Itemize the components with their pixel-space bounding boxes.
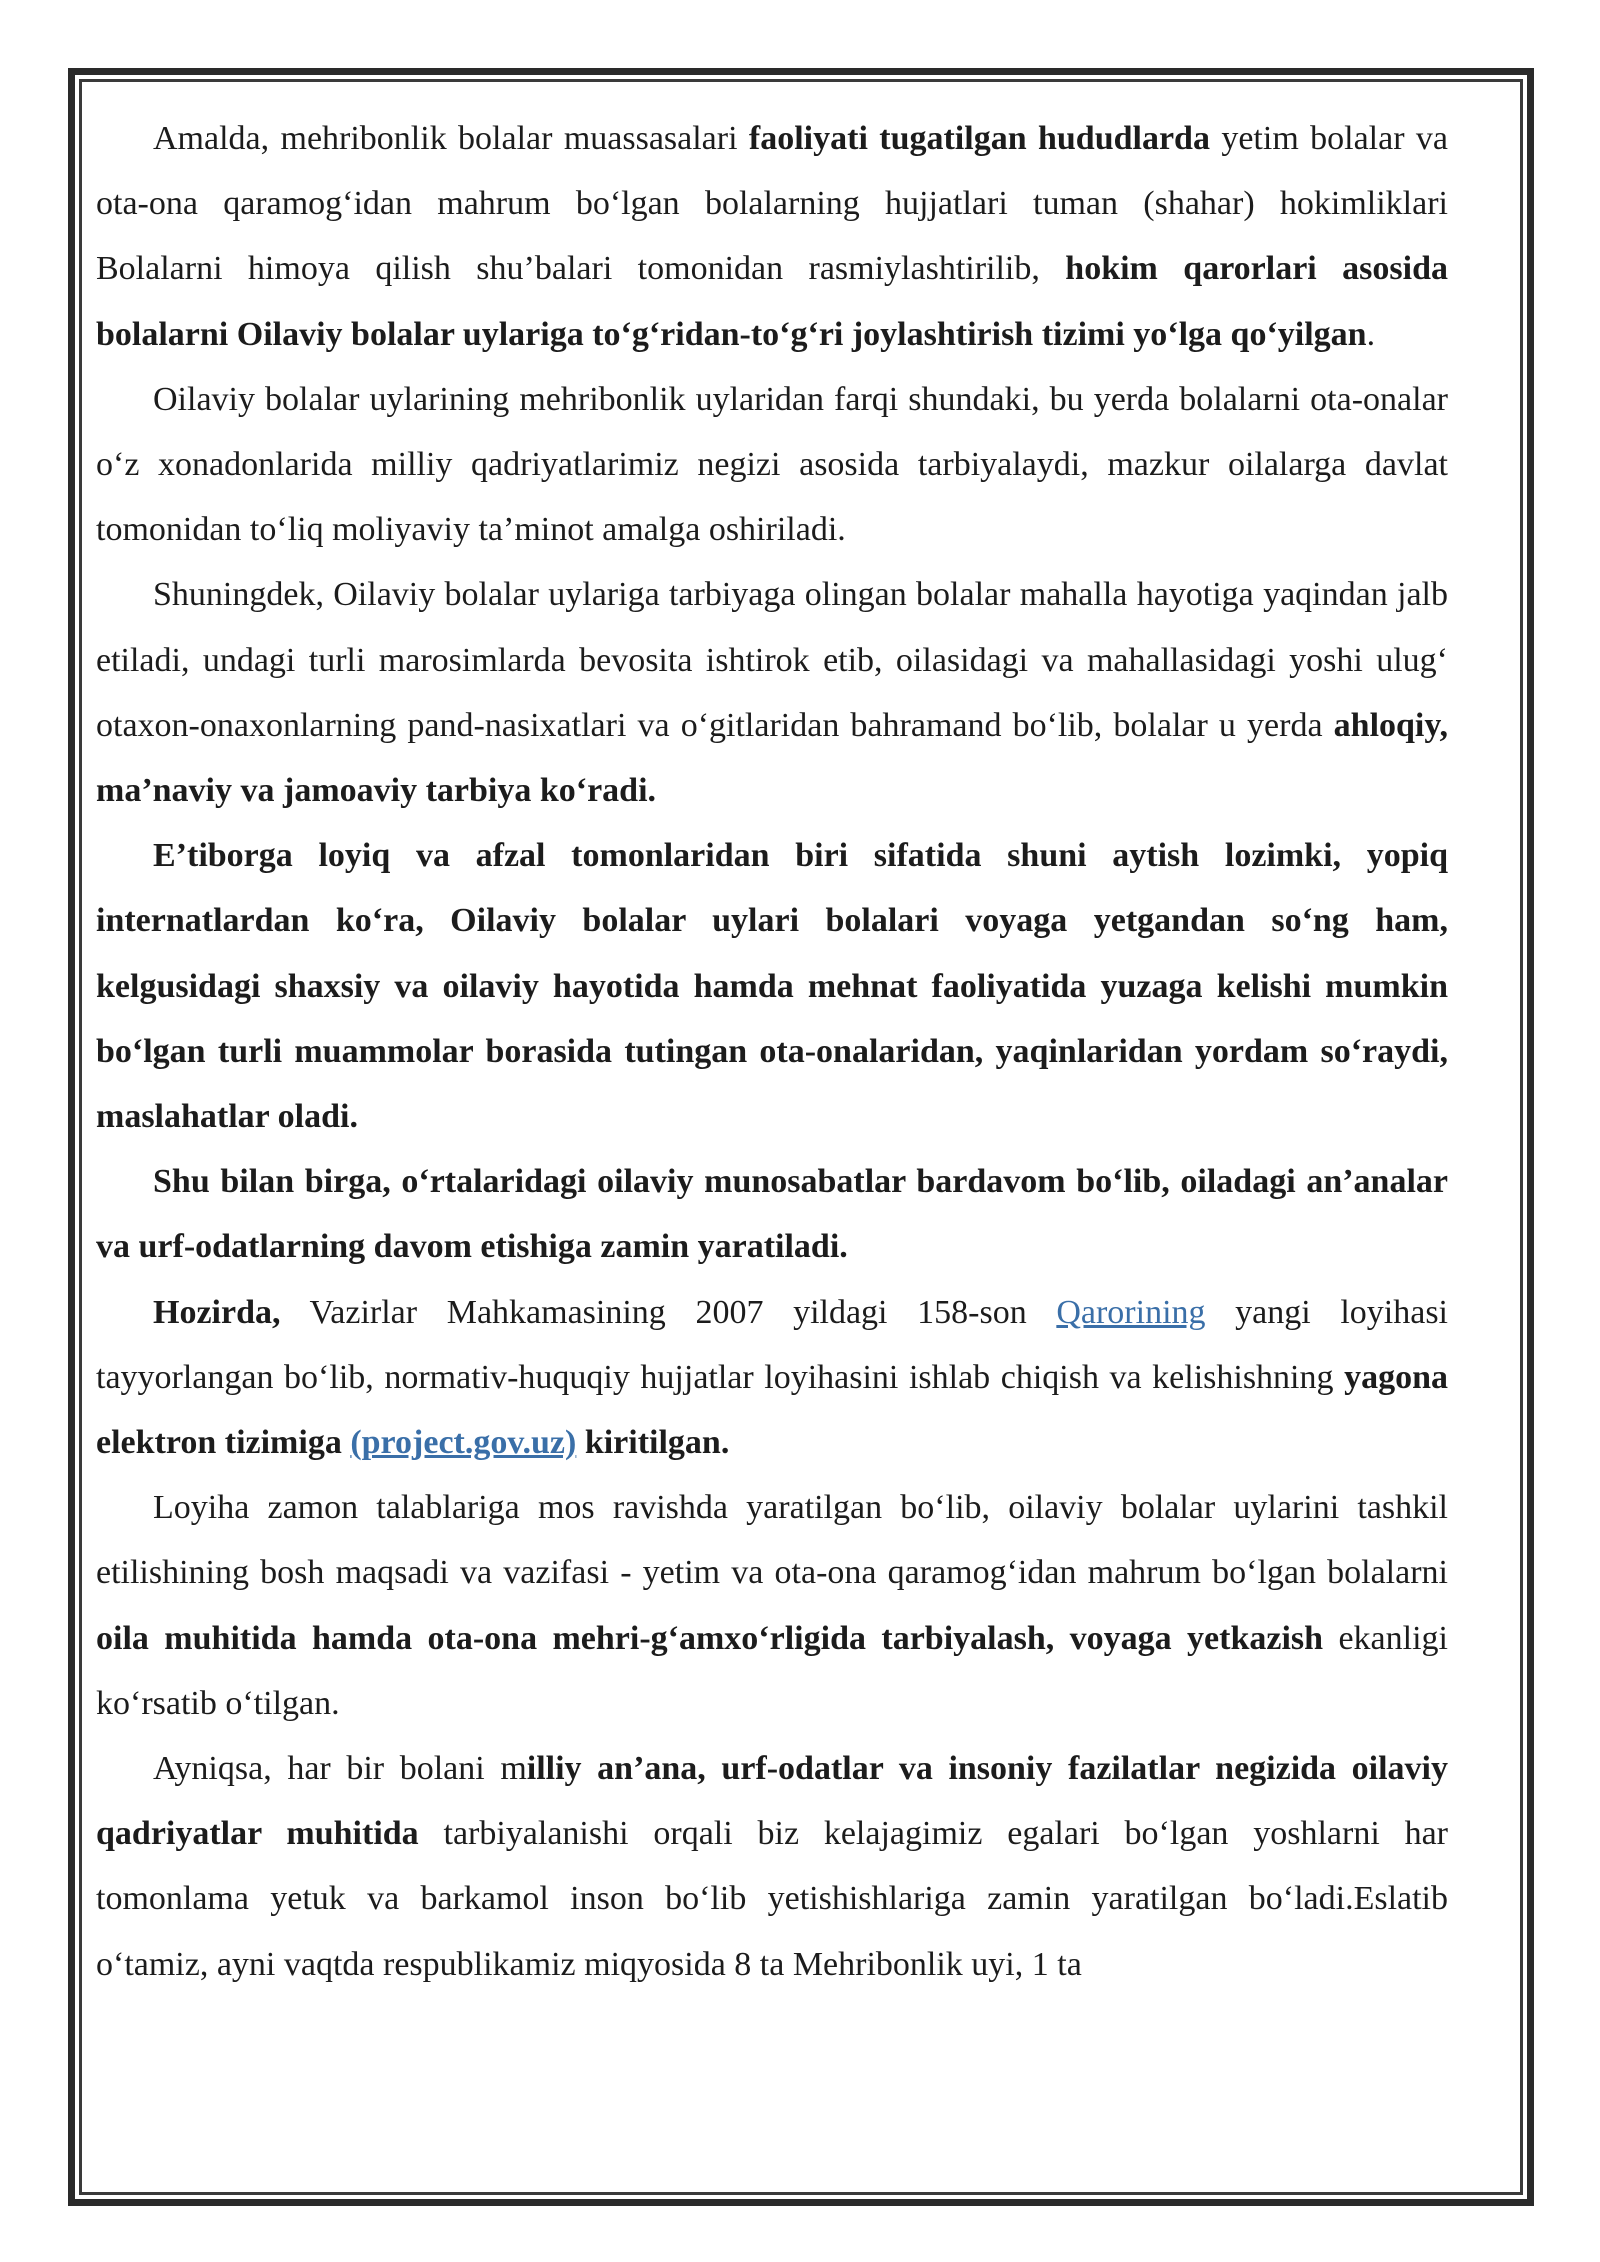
paragraph <box>96 1475 1448 1736</box>
paragraph <box>96 1149 1448 1279</box>
bold-text: illiy an’ana, urf-odatlar va insoniy fazilatlar negizida oilaviy qadriyatlar muhitida <box>96 1750 1449 1853</box>
document-body <box>96 106 1448 1997</box>
paragraph <box>96 1280 1448 1476</box>
text-run: yangi loyihasi tayyorlangan boʻlib, normativ-huquqiy hujjatlar loyihasini ishlab chiqish va kelishishning <box>96 1293 1448 1396</box>
inline-link[interactable]: (project.gov.uz) <box>350 1424 577 1462</box>
paragraph <box>96 823 1448 1149</box>
paragraph <box>96 562 1448 823</box>
text-run: Amalda, mehribonlik bolalar muassasalari <box>153 120 749 157</box>
paragraph <box>96 106 1448 367</box>
bold-text: Shu bilan birga, oʻrtalaridagi oilaviy munosabatlar bardavom boʻlib, oiladagi an’analar va urf-odatlarning davom etishiga zamin yaratiladi. <box>96 1163 1448 1266</box>
text-run: Ayniqsa, har bir bolani m <box>153 1750 527 1788</box>
bold-text: faoliyati tugatilgan hududlarda <box>748 120 1210 157</box>
bold-text: kiritilgan. <box>576 1424 730 1462</box>
inline-link[interactable]: Qarorining <box>1056 1293 1206 1331</box>
text-run: . <box>1366 315 1376 353</box>
bold-text: yagona elektron tizimiga <box>96 1358 1448 1462</box>
text-run: Shuningdek, Oilaviy bolalar uylariga tarbiyaga olingan bolalar mahalla hayotiga yaqindan jalb etiladi, undagi turli marosimlarda bevosita ishtirok etib, oilasidagi va mahallasidagi yoshi ulugʻ otaxon-onaxonlarning pand-nasixatlari va oʻgitlaridan bahramand boʻlib, bolalar u yerda <box>96 576 1448 744</box>
text-run: Oilaviy bolalar uylarining mehribonlik uylaridan farqi shundaki, bu yerda bolalarni ota-onalar oʻz xonadonlarida milliy qadriyatlarimiz negizi asosida tarbiyalaydi, mazkur oilalarga davlat tomonidan toʻliq moliyaviy ta’minot amalga oshiriladi. <box>96 380 1448 549</box>
paragraph <box>96 1736 1448 1997</box>
bold-text: ahloqiy, ma’naviy va jamoaviy tarbiya koʻradi. <box>96 706 1448 810</box>
bold-text: Hozirda, <box>153 1293 281 1331</box>
bold-text: E’tiborga loyiq va afzal tomonlaridan biri sifatida shuni aytish lozimki, yopiq internatlardan koʻra, Oilaviy bolalar uylari bolalari voyaga yetgandan soʻng ham, kelgusidagi shaxsiy va oilaviy hayotida hamda mehnat faoliyatida yuzaga kelishi mumkin boʻlgan turli muammolar borasida tutingan ota-onalaridan, yaqinlaridan yordam soʻraydi, maslahatlar oladi. <box>96 837 1448 1136</box>
text-run: Vazirlar Mahkamasining 2007 yildagi 158-son <box>280 1293 1057 1331</box>
bold-text: hokim qarorlari asosida bolalarni Oilaviy bolalar uylariga toʻgʻridan-toʻgʻri joylashtirish tizimi yoʻlga qoʻyilgan <box>96 250 1448 353</box>
text-run: Loyiha zamon talablariga mos ravishda yaratilgan boʻlib, oilaviy bolalar uylarini tashkil etilishining bosh maqsadi va vazifasi - yetim va ota-ona qaramogʻidan mahrum boʻlgan bolalarni <box>96 1489 1448 1592</box>
text-run: yetim bolalar va ota-ona qaramogʻidan mahrum boʻlgan bolalarning hujjatlari tuman (shahar) hokimliklari Bolalarni himoya qilish shu’balari tomonidan rasmiylashtirilib, <box>96 120 1448 288</box>
text-run: ekanligi koʻrsatib oʻtilgan. <box>96 1619 1448 1722</box>
paragraph <box>96 367 1448 563</box>
bold-text: oila muhitida hamda ota-ona mehri-gʻamxoʻrligida tarbiyalash, voyaga yetkazish <box>96 1619 1324 1657</box>
text-run: tarbiyalanishi orqali biz kelajagimiz egalari boʻlgan yoshlarni har tomonlama yetuk va barkamol inson boʻlib yetishishlariga zamin yaratilgan boʻladi.Eslatib oʻtamiz, ayni vaqtda respublikamiz miqyosida 8 ta Mehribonlik uyi, 1 ta <box>96 1815 1448 1983</box>
